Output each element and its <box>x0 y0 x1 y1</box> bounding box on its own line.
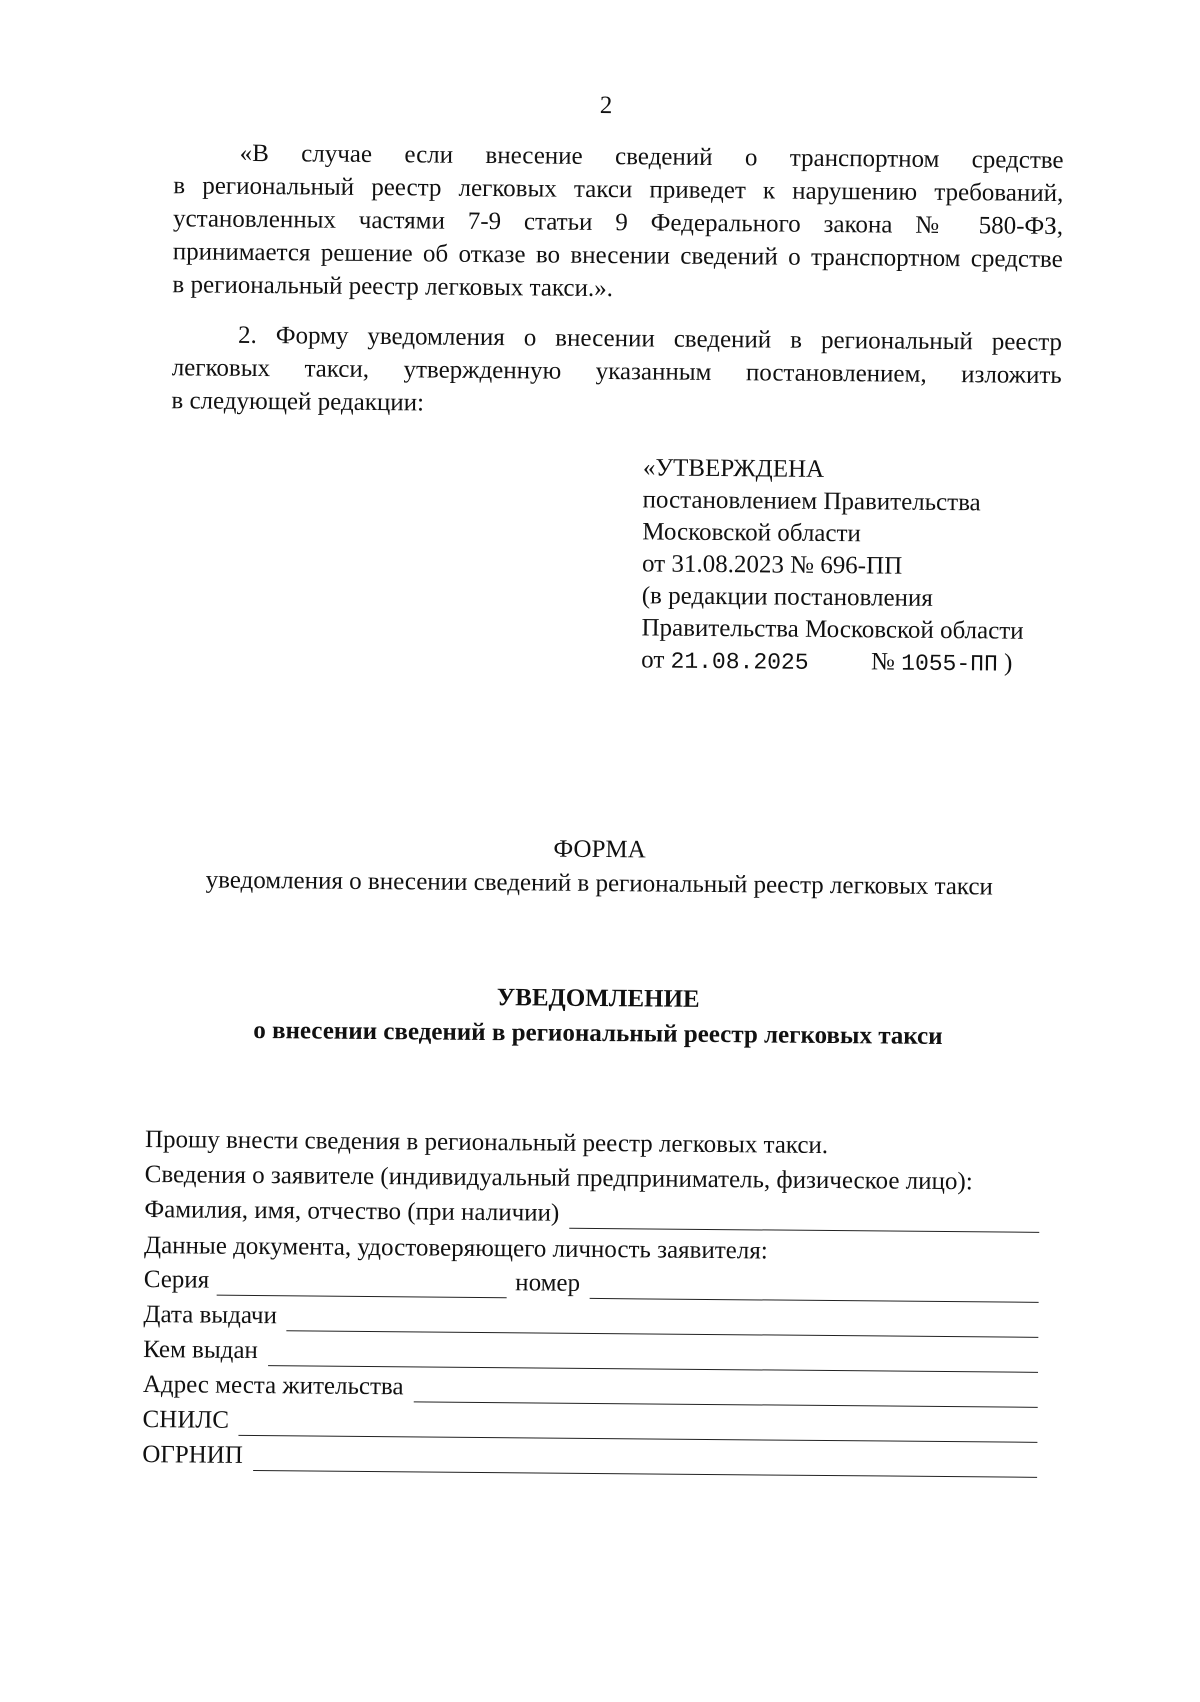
approval-close: ) <box>1003 649 1013 677</box>
issue-date-label: Дата выдачи <box>143 1301 278 1330</box>
paragraph-line: «В случае если внесение сведений о транспортном средстве <box>239 139 1064 175</box>
ogrnip-row <box>142 1439 1037 1479</box>
approval-heading: «УТВЕРЖДЕНА <box>642 454 825 483</box>
snils-row <box>142 1404 1037 1444</box>
paragraph-line: в региональный реестр легковых такси.». <box>172 271 614 303</box>
approval-stamp-block <box>641 452 1063 681</box>
form-subtitle: уведомления о внесении сведений в региональный реестр легковых такси <box>205 866 993 901</box>
paragraph-line: принимается решение об отказе во внесении сведений о транспортном средстве <box>172 238 1063 274</box>
address-label: Адрес места жительства <box>142 1371 404 1401</box>
issued-by-label: Кем выдан <box>143 1336 258 1365</box>
paragraph-line: установленных частями 7-9 статьи 9 Федерального закона № 580-ФЗ, <box>172 205 1064 241</box>
ogrnip-label: ОГРНИП <box>142 1441 243 1469</box>
series-field[interactable] <box>217 1294 507 1299</box>
series-label: Серия <box>143 1266 210 1294</box>
paragraph-line: в следующей редакции: <box>171 387 425 417</box>
notice-subtitle: о внесении сведений в региональный реестр легковых такси <box>253 1016 943 1050</box>
approval-number-sign: № <box>870 648 896 676</box>
approval-line: постановлением Правительства <box>642 486 981 517</box>
issue-date-row <box>143 1299 1038 1339</box>
notice-title: УВЕДОМЛЕНИЕ <box>496 984 700 1013</box>
address-row <box>143 1369 1038 1409</box>
paragraph-line: в региональный реестр легковых такси приведет к нарушению требований, <box>173 172 1064 208</box>
approval-date: 21.08.2025 <box>670 648 809 676</box>
ogrnip-field[interactable] <box>253 1469 1037 1478</box>
series-number-row <box>144 1264 1039 1304</box>
approval-line: Московской области <box>642 518 861 548</box>
id-doc-line: Данные документа, удостоверяющего личность заявителя: <box>143 1232 768 1265</box>
full-name-field[interactable] <box>569 1227 1039 1233</box>
issued-by-row <box>143 1334 1038 1374</box>
applicant-info-line: Сведения о заявителе (индивидуальный предприниматель, физическое лицо): <box>144 1161 973 1196</box>
full-name-row <box>144 1194 1039 1234</box>
snils-label: СНИЛС <box>142 1406 230 1434</box>
request-line: Прошу внести сведения в региональный реестр легковых такси. <box>144 1126 829 1160</box>
approval-line: Правительства Московской области <box>641 614 1024 645</box>
form-title: ФОРМА <box>553 835 646 864</box>
page-number: 2 <box>599 91 613 120</box>
approval-number: 1055-ПП <box>901 650 998 678</box>
paragraph-line: 2. Форму уведомления о внесении сведений в региональный реестр <box>237 321 1063 357</box>
approval-from-label: от <box>641 646 665 674</box>
paragraph-line: легковых такси, утвержденную указанным постановлением, изложить <box>171 354 1062 390</box>
approval-line: (в редакции постановления <box>641 582 933 612</box>
number-field[interactable] <box>590 1297 1039 1303</box>
approval-line: от 31.08.2023 № 696-ПП <box>641 550 903 580</box>
number-label: номер <box>515 1269 581 1297</box>
full-name-label: Фамилия, имя, отчество (при наличии) <box>144 1196 560 1227</box>
approval-revision-line <box>641 644 1061 681</box>
paragraph-form-change <box>171 318 1062 425</box>
paragraph-refusal <box>172 136 1063 309</box>
